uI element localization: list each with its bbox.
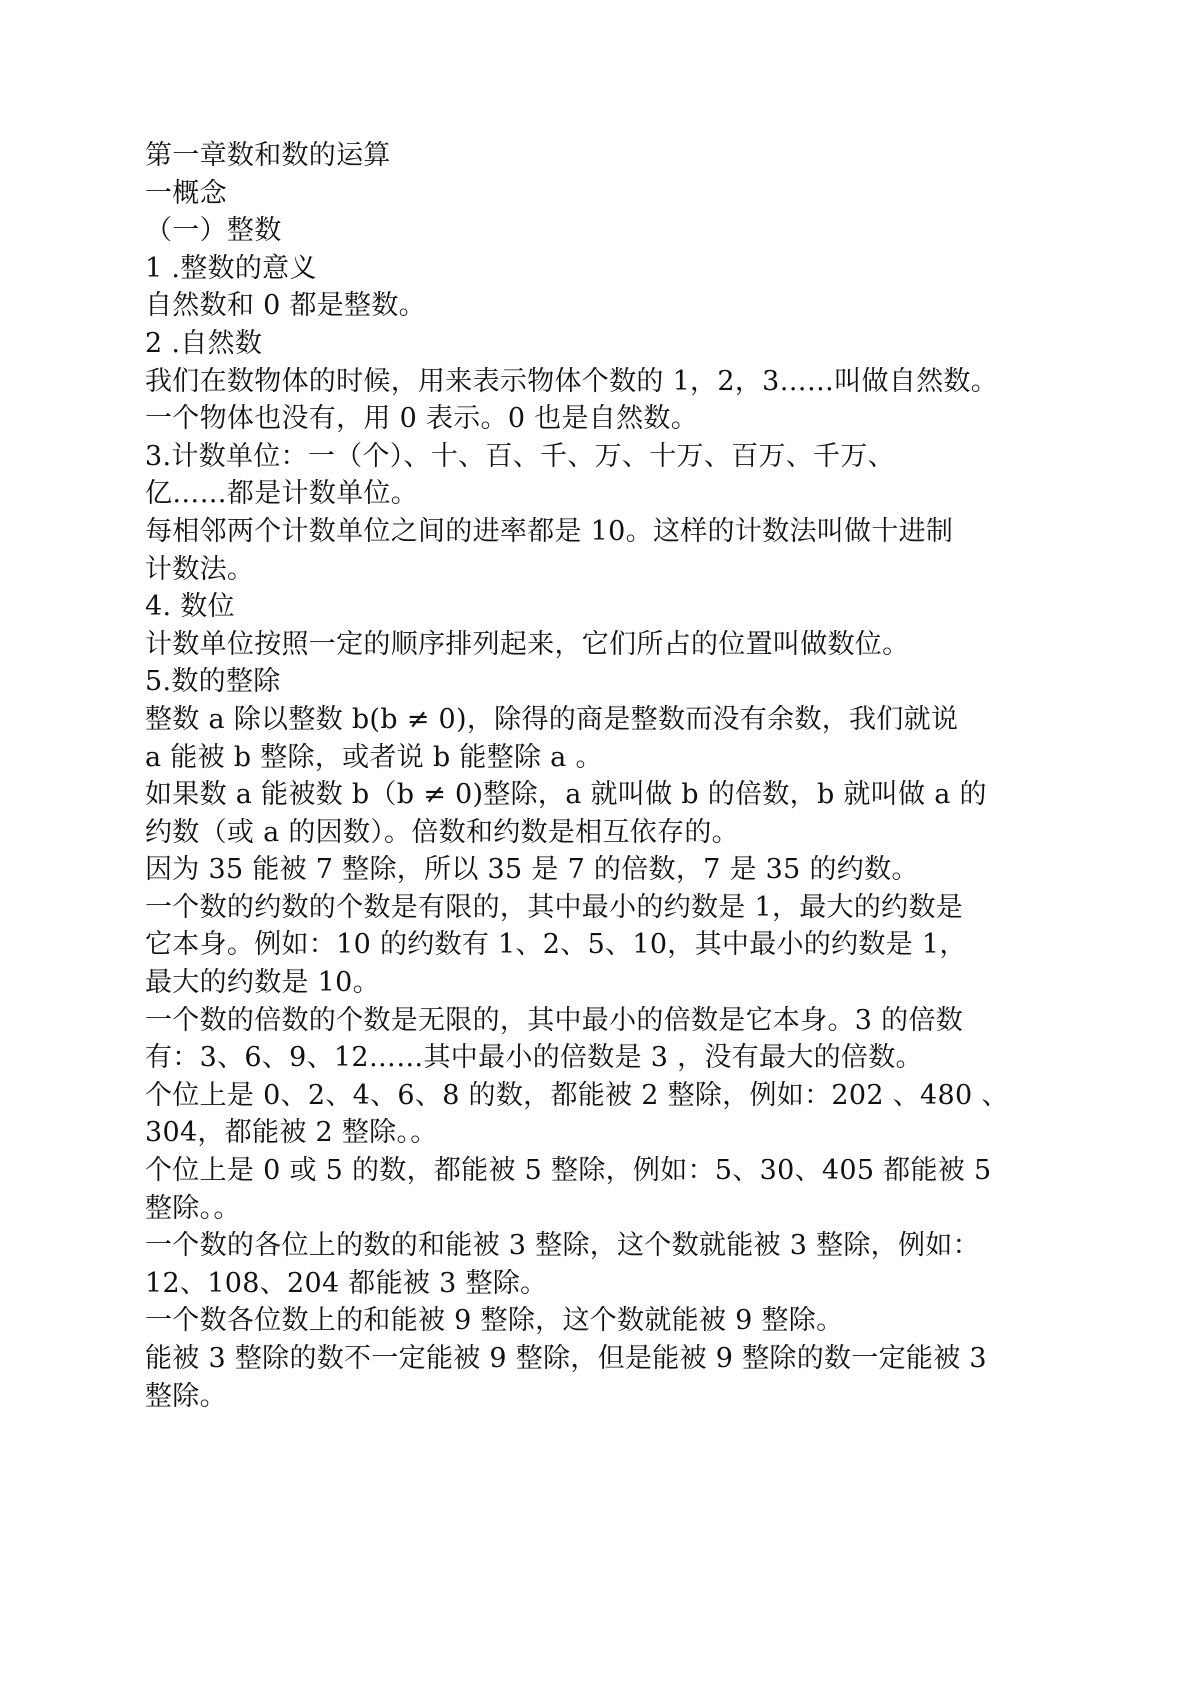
subsection-heading: （一）整数 xyxy=(145,215,282,247)
document-body xyxy=(145,137,1075,1415)
paragraph-line: 整除。 xyxy=(145,1380,227,1412)
paragraph-line: a 能被 b 整除，或者说 b 能整除 a 。 xyxy=(145,741,603,773)
paragraph-line: 一个数的倍数的个数是无限的，其中最小的倍数是它本身。3 的倍数 xyxy=(145,1004,964,1036)
paragraph-line: 自然数和 0 都是整数。 xyxy=(145,290,426,322)
paragraph-line: 因为 35 能被 7 整除，所以 35 是 7 的倍数，7 是 35 的约数。 xyxy=(145,854,919,886)
paragraph-line: 一个物体也没有，用 0 表示。0 也是自然数。 xyxy=(145,403,699,435)
paragraph-line: 能被 3 整除的数不一定能被 9 整除，但是能被 9 整除的数一定能被 3 xyxy=(145,1343,987,1374)
paragraph-line: 12、108、204 都能被 3 整除。 xyxy=(145,1267,548,1299)
paragraph-line: 3.计数单位：一（个）、十、百、千、万、十万、百万、千万、 xyxy=(145,440,895,472)
paragraph-line: 个位上是 0、2、4、6、8 的数，都能被 2 整除，例如：202 、480 、 xyxy=(145,1079,1009,1111)
section-heading: 一概念 xyxy=(145,177,227,209)
paragraph-line: 我们在数物体的时候，用来表示物体个数的 1，2，3……叫做自然数。 xyxy=(145,365,999,397)
paragraph-line: 如果数 a 能被数 b（b ≠ 0)整除，a 就叫做 b 的倍数，b 就叫做 a 的 xyxy=(145,779,987,811)
paragraph-line: 计数单位按照一定的顺序排列起来，它们所占的位置叫做数位。 xyxy=(145,628,910,660)
item-heading: 1 .整数的意义 xyxy=(145,252,317,284)
paragraph-line: 个位上是 0 或 5 的数，都能被 5 整除，例如：5、30、405 都能被 5 xyxy=(145,1155,992,1187)
chapter-title: 第一章数和数的运算 xyxy=(145,140,391,171)
paragraph-line: 一个数各位数上的和能被 9 整除，这个数就能被 9 整除。 xyxy=(145,1305,844,1337)
paragraph-line: 整除。。 xyxy=(145,1192,241,1224)
paragraph-line: 每相邻两个计数单位之间的进率都是 10。这样的计数法叫做十进制 xyxy=(145,515,954,547)
paragraph-line: 约数（或 a 的因数）。倍数和约数是相互依存的。 xyxy=(145,816,739,848)
item-heading: 4. 数位 xyxy=(145,591,235,623)
paragraph-line: 304，都能被 2 整除。。 xyxy=(145,1117,438,1149)
paragraph-line: 整数 a 除以整数 b(b ≠ 0)，除得的商是整数而没有余数，我们就说 xyxy=(145,703,959,735)
item-heading: 2 .自然数 xyxy=(145,327,263,359)
paragraph-line: 最大的约数是 10。 xyxy=(145,967,380,999)
paragraph-line: 它本身。例如：10 的约数有 1、2、5、10，其中最小的约数是 1， xyxy=(145,929,967,961)
paragraph-line: 有：3、6、9、12……其中最小的倍数是 3 ，没有最大的倍数。 xyxy=(145,1042,923,1074)
item-heading: 5.数的整除 xyxy=(145,666,281,698)
paragraph-line: 亿……都是计数单位。 xyxy=(145,478,418,510)
paragraph-line: 一个数的各位上的数的和能被 3 整除，这个数就能被 3 整除，例如： xyxy=(145,1230,980,1262)
paragraph-line: 计数法。 xyxy=(145,553,255,585)
paragraph-line: 一个数的约数的个数是有限的，其中最小的约数是 1，最大的约数是 xyxy=(145,891,964,923)
